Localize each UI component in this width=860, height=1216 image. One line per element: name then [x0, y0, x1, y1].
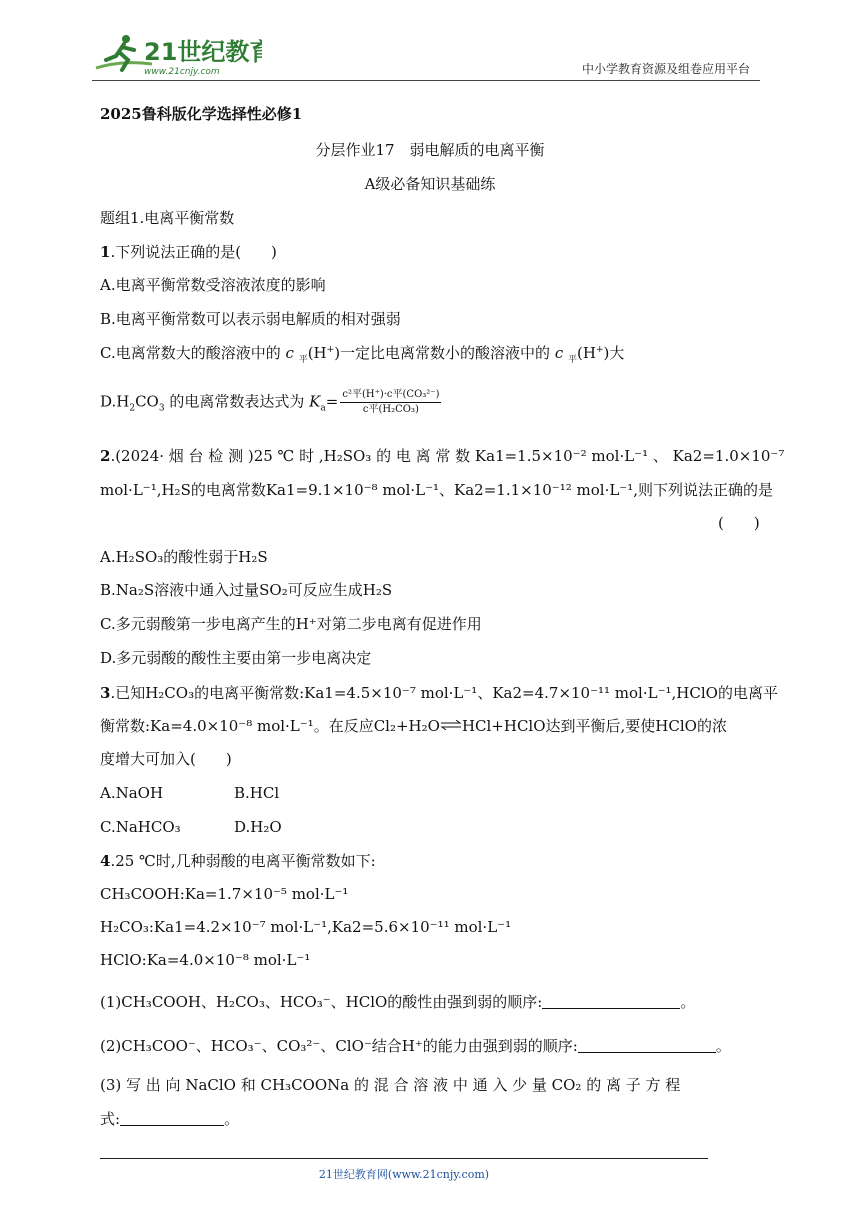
answer-blank[interactable] [120, 1111, 224, 1126]
question-1-stem [100, 242, 277, 262]
question-text: .已知H₂CO₃的电离平衡常数:Ka1=4.5×10⁻⁷ mol·L⁻¹、Ka2=4.7×10⁻¹¹ mol·L⁻¹,HClO的电离平 [110, 684, 778, 702]
level-title: A级必备知识基础练 [364, 175, 496, 193]
question-text: HCl+HClO达到平衡后,要使HClO的浓 [461, 717, 727, 735]
question-text: 衡常数:Ka=4.0×10⁻⁸ mol·L⁻¹。在反应Cl₂+H₂O [100, 717, 440, 735]
option-d-prefix: D.H [100, 392, 130, 411]
fraction-numerator: c²平(H⁺)·c平(CO₃²⁻) [340, 388, 441, 403]
question-4-part-3-line-1: (3) 写 出 向 NaClO 和 CH₃COONa 的 混 合 溶 液 中 通 入 少 量 CO₂ 的 离 子 方 程 [100, 1076, 681, 1094]
ka-fraction [340, 388, 441, 417]
question-3-option-b: B.HCl [234, 784, 280, 802]
question-text: .下列说法正确的是( ) [110, 243, 277, 261]
question-4-part-2: (2)CH₃COO⁻、HCO₃⁻、CO₃²⁻、ClO⁻结合H⁺的能力由强到弱的顺序: 。 [100, 1037, 731, 1055]
question-number: 3 [100, 684, 111, 702]
logo-main-text: 21世纪教育 [144, 38, 262, 66]
question-2-line-1 [100, 446, 784, 466]
question-3-option-d: D.H₂O [234, 818, 282, 836]
question-1-option-c: C.电离常数大的酸溶液中的 c $_平$(H+)一定比电离常数小的酸溶液中的 c $_平$(H+)大 [100, 344, 625, 365]
ka-hypochlorous-acid: HClO:Ka=4.0×10⁻⁸ mol·L⁻¹ [100, 951, 311, 969]
option-d-tail: 的电离常数表达式为 [169, 392, 305, 411]
question-2-line-2: mol·L⁻¹,H₂S的电离常数Ka1=9.1×10⁻⁸ mol·L⁻¹、Ka2=1.1×10⁻¹² mol·L⁻¹,则下列说法正确的是 [100, 481, 773, 499]
question-3-line-3: 度增大可加入( ) [100, 750, 232, 768]
question-text: (2)CH₃COO⁻、HCO₃⁻、CO₃²⁻、ClO⁻结合H⁺的能力由强到弱的顺序: [100, 1037, 578, 1055]
site-slogan: 中小学教育资源及组卷应用平台 [581, 62, 750, 76]
group-title: 题组1.电离平衡常数 [100, 209, 235, 227]
header-divider [92, 80, 760, 81]
question-text: (1)CH₃COOH、H₂CO₃、HCO₃⁻、HClO的酸性由强到弱的顺序: [100, 993, 543, 1011]
question-1-option-d: $D.H_2CO_3$ 的电离常数表达式为 $K_a=$ $\frac{\text{c²平(H⁺)·c平(CO₃²⁻)}}{\text{c平(H₂CO₃)}}$ [100, 389, 440, 415]
footer-divider [100, 1158, 708, 1159]
question-number: 2 [100, 447, 111, 465]
question-1-option-b: B.电离平衡常数可以表示弱电解质的相对强弱 [100, 310, 401, 328]
question-3-line-2 [100, 716, 727, 736]
question-4-part-3-line-2: 式: 。 [100, 1110, 240, 1128]
fraction-denominator: c平(H₂CO₃) [362, 404, 419, 415]
book-title: 2025鲁科版化学选择性必修1 [100, 105, 303, 123]
logo-url-text: www.21cnjy.com [144, 67, 220, 77]
question-3-option-a: A.NaOH [100, 784, 164, 802]
question-number: 4 [100, 852, 111, 870]
answer-parentheses: ( ) [718, 514, 760, 532]
answer-blank[interactable] [578, 1038, 716, 1053]
site-logo [92, 30, 262, 80]
question-number: 1 [100, 243, 111, 261]
equilibrium-arrow-icon [440, 720, 462, 730]
question-3-option-c: C.NaHCO₃ [100, 818, 181, 836]
option-text: C.电离常数大的酸溶液中的 [100, 344, 281, 362]
question-2-option-c: C.多元弱酸第一步电离产生的H⁺对第二步电离有促进作用 [100, 615, 482, 633]
option-d-mid: CO [135, 392, 159, 411]
question-text: 式: [100, 1110, 121, 1128]
question-text: .(2024· 烟 台 检 测 )25 ℃ 时 ,H₂SO₃ 的 电 离 常 数 Ka1=1.5×10⁻² mol·L⁻¹ 、 Ka2=1.0×10⁻⁷ [110, 447, 785, 465]
answer-blank[interactable] [542, 994, 680, 1009]
assignment-title: 分层作业17 弱电解质的电离平衡 [315, 141, 545, 159]
question-1-option-a: A.电离平衡常数受溶液浓度的影响 [100, 276, 326, 294]
question-3-line-1 [100, 683, 778, 703]
ka-acetic-acid: CH₃COOH:Ka=1.7×10⁻⁵ mol·L⁻¹ [100, 885, 349, 903]
question-2-option-b: B.Na₂S溶液中通入过量SO₂可反应生成H₂S [100, 581, 393, 599]
question-2-option-a: A.H₂SO₃的酸性弱于H₂S [100, 548, 268, 566]
runner-logo-icon [92, 30, 262, 80]
question-2-option-d: D.多元弱酸的酸性主要由第一步电离决定 [100, 649, 372, 667]
question-4-part-1: (1)CH₃COOH、H₂CO₃、HCO₃⁻、HClO的酸性由强到弱的顺序: 。 [100, 993, 696, 1011]
ka-carbonic-acid: H₂CO₃:Ka1=4.2×10⁻⁷ mol·L⁻¹,Ka2=5.6×10⁻¹¹ mol·L⁻¹ [100, 918, 512, 936]
footer-link[interactable]: 21世纪教育网(www.21cnjy.com) [318, 1168, 490, 1181]
question-4-stem [100, 851, 376, 871]
question-text: .25 ℃时,几种弱酸的电离平衡常数如下: [110, 852, 376, 870]
